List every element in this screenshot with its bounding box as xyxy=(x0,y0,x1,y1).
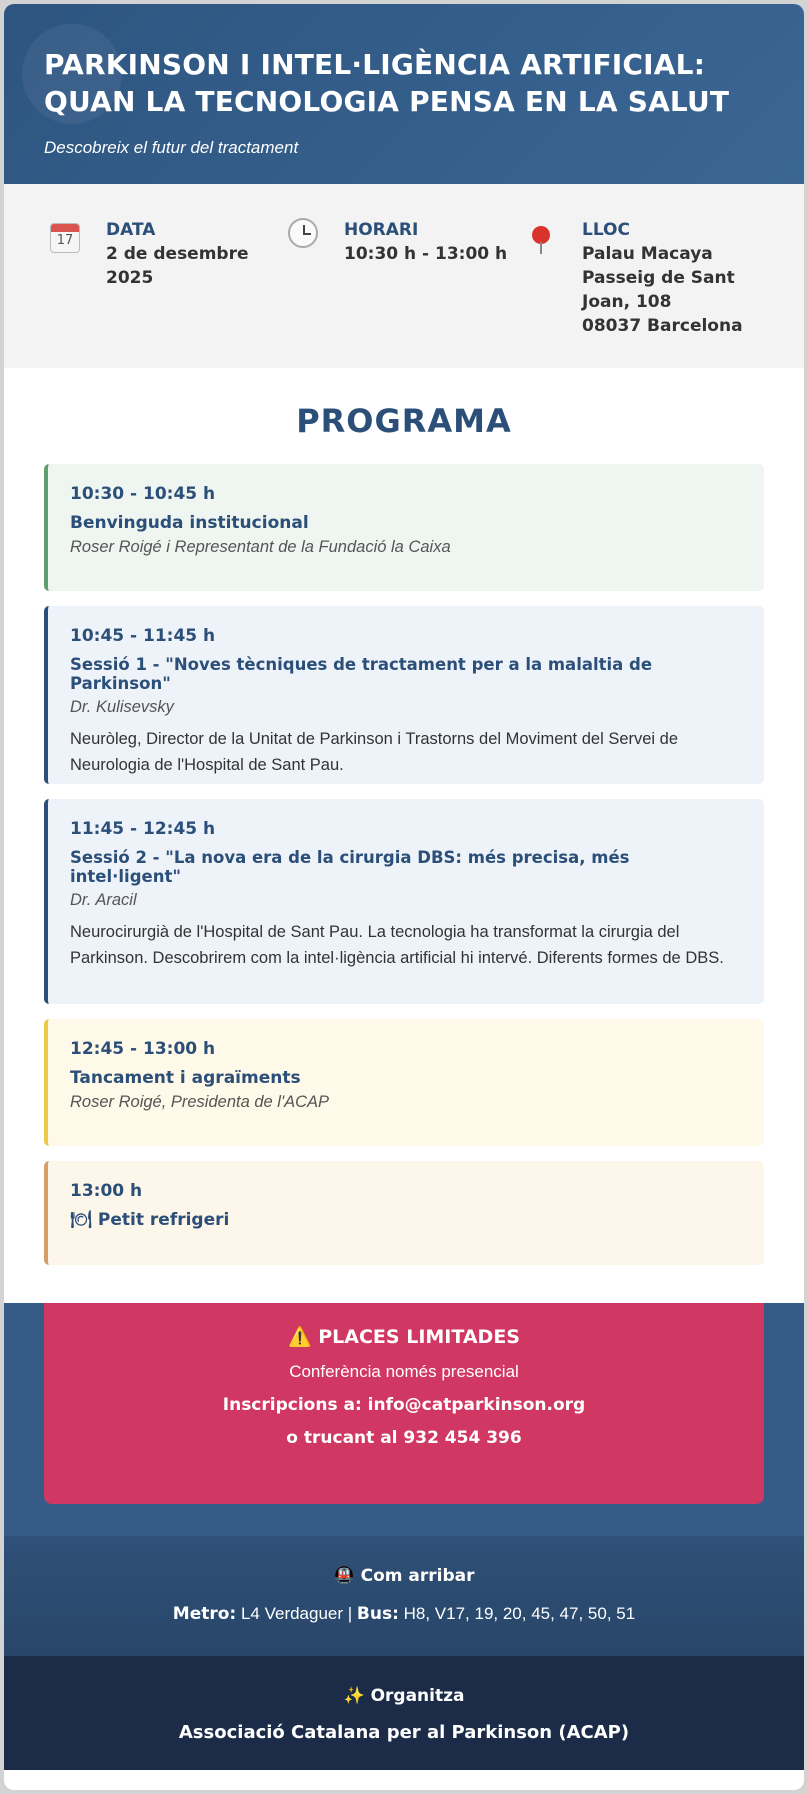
session-time: 13:00 h xyxy=(70,1181,143,1201)
session-title: 🍽 Petit refrigeri xyxy=(70,1210,230,1230)
session-time: 10:45 - 11:45 h xyxy=(70,626,216,646)
session-2 xyxy=(44,799,764,1004)
session-time: 11:45 - 12:45 h xyxy=(70,819,216,839)
time-value: 10:30 h - 13:00 h xyxy=(344,244,508,264)
transport-title: 🚇 Com arribar xyxy=(333,1566,475,1586)
limited-places-alert xyxy=(44,1303,764,1504)
info-date xyxy=(50,216,288,368)
session-speaker: Dr. Kulisevsky xyxy=(70,698,174,716)
info-bar xyxy=(4,184,804,368)
date-value: 2 de desembre 2025 xyxy=(106,244,249,288)
alert-line-1: Conferència només presencial xyxy=(289,1362,519,1381)
session-description: Neuròleg, Director de la Unitat de Parkinson i Trastorns del Moviment del Servei de Neurologia de l'Hospital de Sant Pau. xyxy=(70,730,679,774)
session-refreshment xyxy=(44,1161,764,1265)
event-card xyxy=(4,4,804,1790)
session-time: 10:30 - 10:45 h xyxy=(70,484,216,504)
session-time: 12:45 - 13:00 h xyxy=(70,1039,216,1059)
plate-icon: 🍽 xyxy=(70,1210,92,1230)
session-title: Tancament i agraïments xyxy=(70,1068,301,1088)
session-title: Sessió 1 - "Noves tècniques de tractament per a la malaltia de Parkinson" xyxy=(70,655,653,693)
title-line-1: PARKINSON I INTEL·LIGÈNCIA ARTIFICIAL: xyxy=(44,48,706,81)
session-title: Benvinguda institucional xyxy=(70,513,309,533)
session-title: Sessió 2 - "La nova era de la cirurgia DBS: més precisa, més intel·ligent" xyxy=(70,848,630,886)
alert-registration[interactable]: Inscripcions a: info@catparkinson.org xyxy=(222,1395,586,1415)
footer xyxy=(4,1656,804,1770)
transport-info: Metro: L4 Verdaguer | Bus: H8, V17, 19, 20, 45, 47, 50, 51 xyxy=(172,1604,636,1624)
title-line-2: QUAN LA TECNOLOGIA PENSA EN LA SALUT xyxy=(44,85,730,118)
session-description: Neurocirurgià de l'Hospital de Sant Pau. La tecnologia ha transformat la cirurgia del Parkinson. Descobrirem com la intel·ligència artificial hi intervé. Diferents formes de DBS. xyxy=(70,923,724,967)
clock-icon xyxy=(288,218,318,248)
footer-title: ✨ Organitza xyxy=(343,1686,465,1706)
pin-icon xyxy=(532,226,550,244)
session-closing xyxy=(44,1019,764,1146)
program-section xyxy=(4,368,804,1265)
session-speaker: Dr. Aracil xyxy=(70,891,137,909)
transport-section xyxy=(4,1536,804,1656)
program-heading: PROGRAMA xyxy=(296,402,512,440)
calendar-icon: 17 xyxy=(50,223,80,253)
session-speaker: Roser Roigé, Presidenta de l'ACAP xyxy=(70,1093,330,1111)
session-1 xyxy=(44,606,764,784)
info-time xyxy=(288,216,526,368)
alert-phone[interactable]: o trucant al 932 454 396 xyxy=(286,1428,522,1448)
time-label: HORARI xyxy=(344,220,419,240)
date-label: DATA xyxy=(106,220,156,240)
subtitle: Descobreix el futur del tractament xyxy=(44,138,299,157)
organizer-name: Associació Catalana per al Parkinson (ACAP) xyxy=(178,1722,630,1743)
alert-section xyxy=(4,1303,804,1536)
session-speaker: Roser Roigé i Representant de la Fundació la Caixa xyxy=(70,538,451,556)
alert-title: ⚠️ PLACES LIMITADES xyxy=(287,1326,520,1348)
session-welcome xyxy=(44,464,764,591)
page-title xyxy=(44,46,764,120)
place-value: Palau Macaya Passeig de Sant Joan, 108 08037 Barcelona xyxy=(582,244,743,336)
header xyxy=(4,4,804,184)
info-place xyxy=(526,216,764,368)
place-label: LLOC xyxy=(582,220,630,240)
